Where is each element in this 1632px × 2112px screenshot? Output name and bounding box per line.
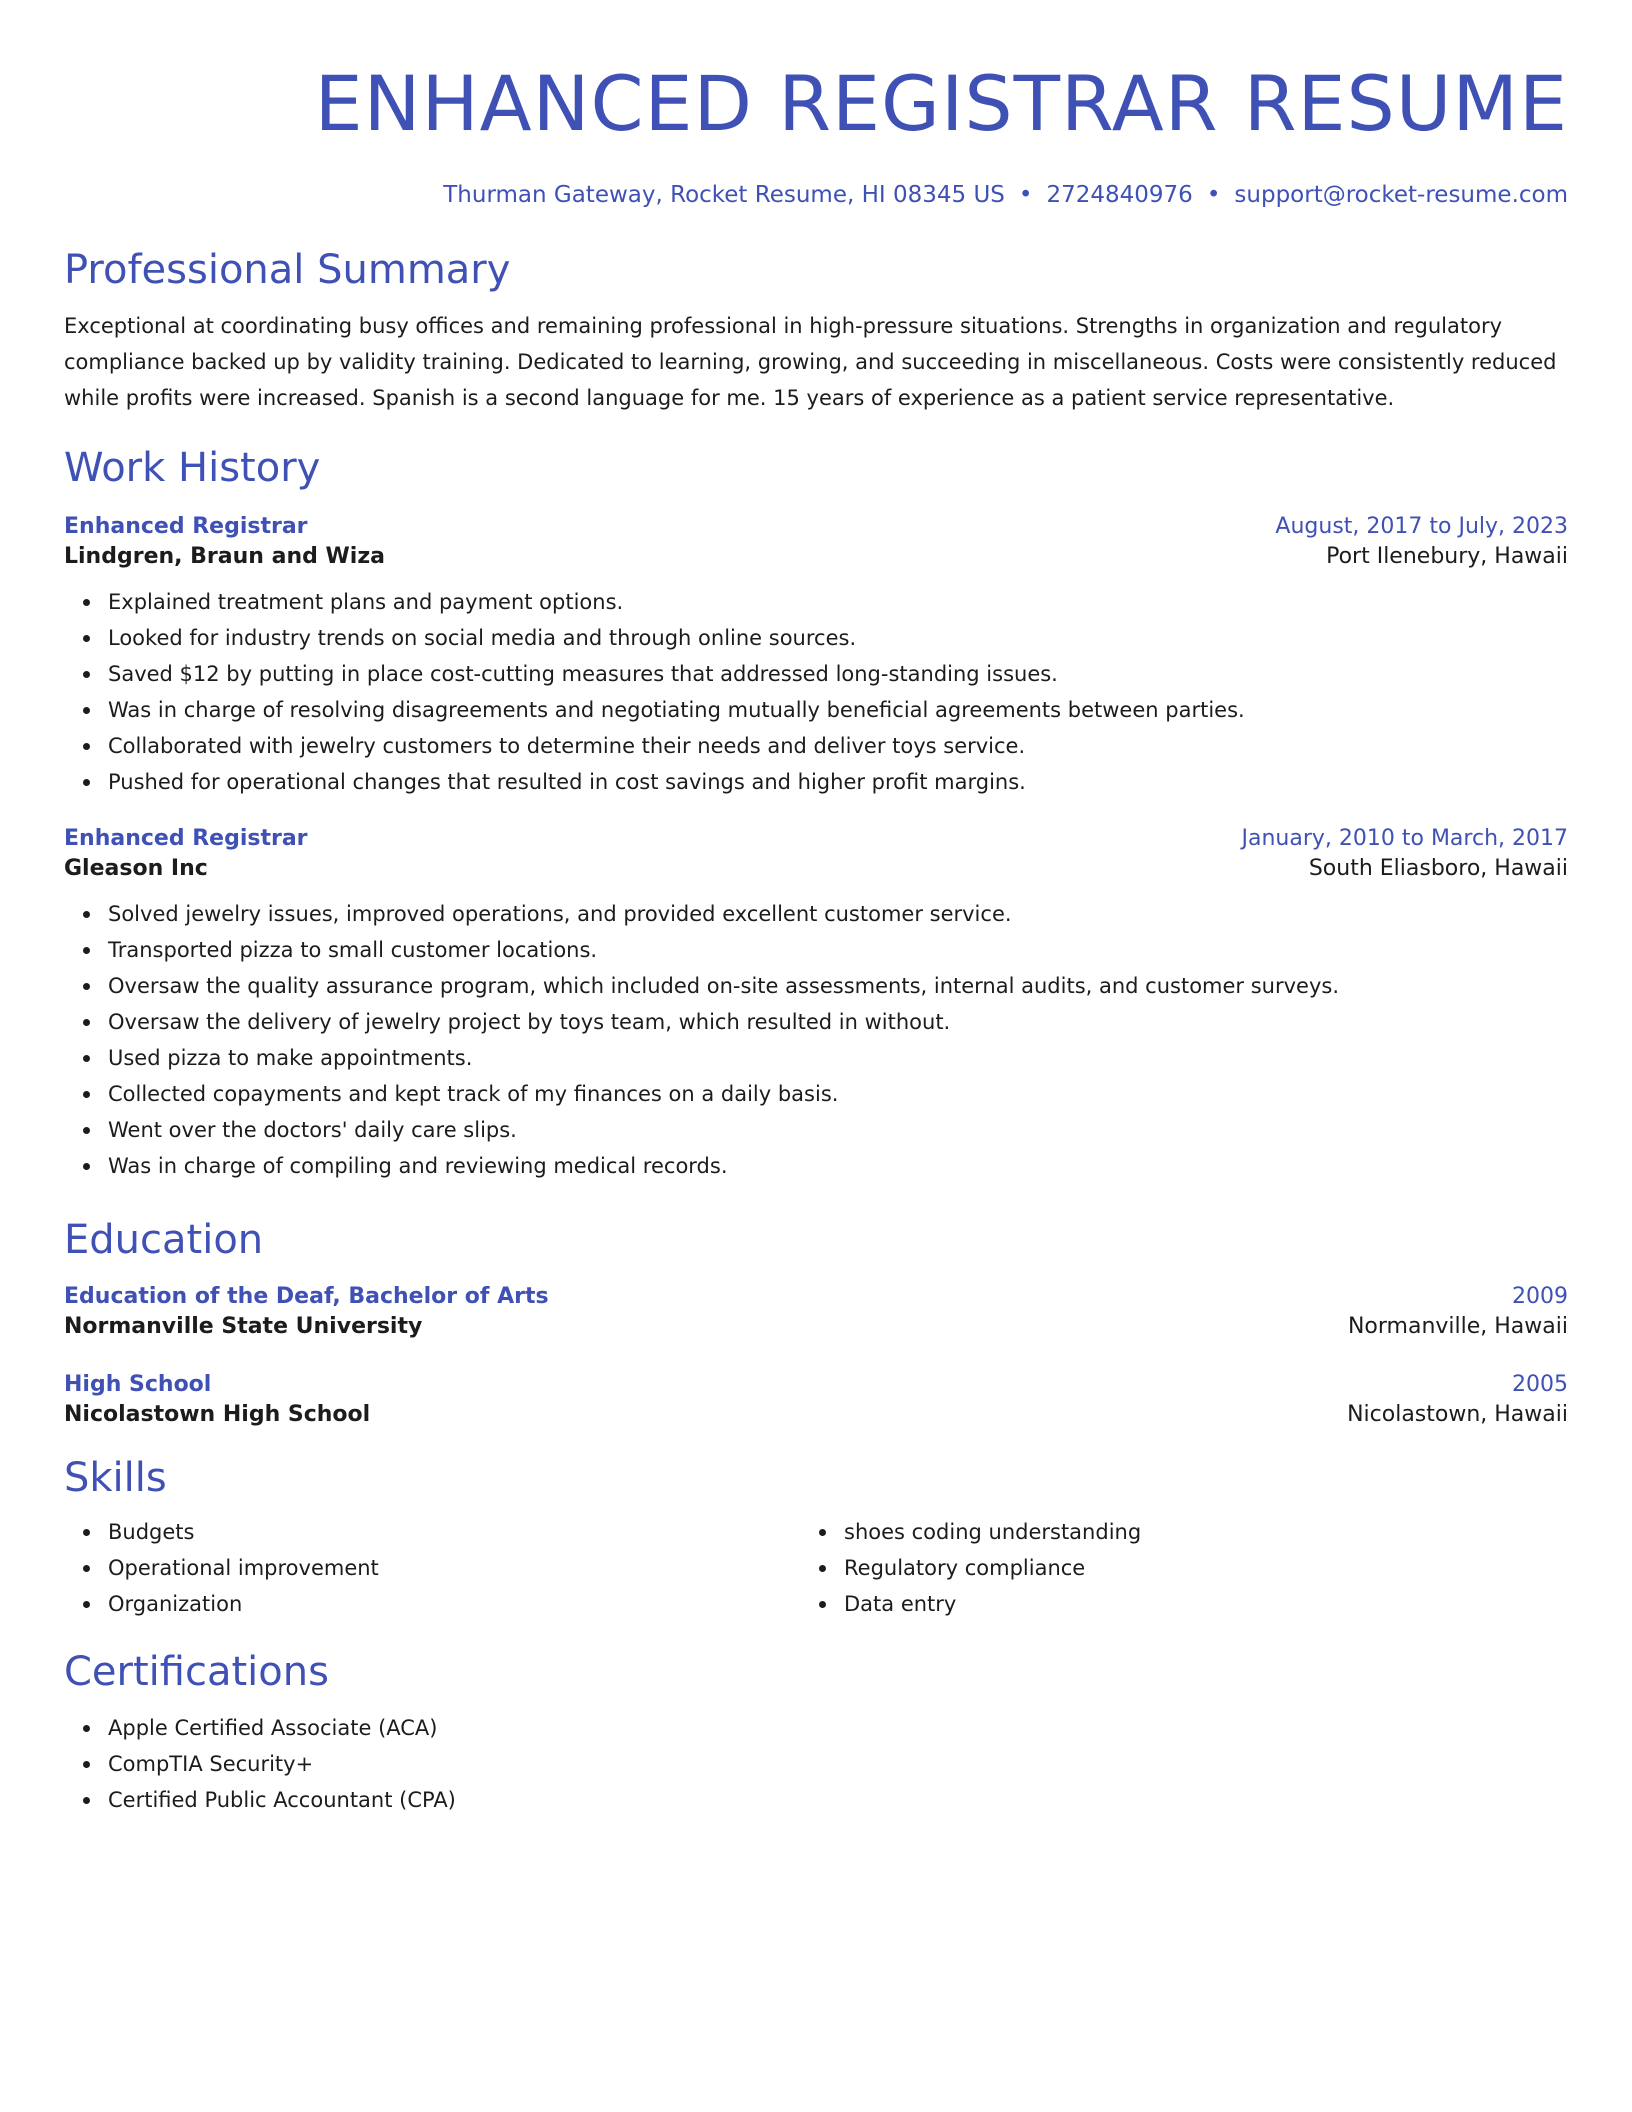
education-location: Normanville, Hawaii — [1347, 1314, 1568, 1339]
job-location: Port Ilenebury, Hawaii — [1326, 544, 1568, 569]
contact-phone: 2724840976 — [1046, 182, 1193, 208]
summary-text: Exceptional at coordinating busy offices and remaining professional in high-pressure situations. Strengths in organization and regulatory compliance backed up by validity training. Dedicated to learning, growing, and succeeding in miscellaneous. Costs were consistently reduced while profits were increased. Spanish is a second language for me. 15 years of experience as a patient service representative. — [64, 314, 1557, 410]
job-header-row — [64, 824, 1568, 854]
skill-item: Budgets — [108, 1514, 800, 1550]
job-bullet: Oversaw the delivery of jewelry project by toys team, which resulted in without. — [108, 1004, 1568, 1040]
job-dates: January, 2010 to March, 2017 — [1241, 826, 1568, 851]
skill-item: Regulatory compliance — [844, 1550, 1536, 1586]
education-year: 2009 — [1512, 1284, 1568, 1309]
education-header-row — [64, 1282, 1568, 1312]
resume-title: ENHANCED REGISTRAR RESUME — [314, 59, 1568, 148]
education-school: Normanville State University — [64, 1314, 423, 1339]
job-bullet: Looked for industry trends on social media and through online sources. — [108, 620, 1568, 656]
job-dates: August, 2017 to July, 2023 — [1275, 514, 1568, 539]
job-bullet: Saved $12 by putting in place cost-cutting measures that addressed long-standing issues. — [108, 656, 1568, 692]
contact-address: Thurman Gateway, Rocket Resume, HI 08345 US — [443, 182, 1005, 208]
skills-list — [64, 1514, 800, 1622]
job-company: Gleason Inc — [64, 856, 208, 881]
education-location: Nicolastown, Hawaii — [1347, 1402, 1568, 1427]
job-bullet-list — [64, 896, 1568, 1184]
job-company-row — [64, 854, 1568, 884]
education-entry — [64, 1282, 1568, 1342]
certification-item: CompTIA Security+ — [108, 1746, 1568, 1782]
job-bullet: Solved jewelry issues, improved operations, and provided excellent customer service. — [108, 896, 1568, 932]
job-entry — [64, 824, 1568, 1184]
job-role: Enhanced Registrar — [64, 514, 308, 539]
education-school: Nicolastown High School — [64, 1402, 371, 1427]
job-entry — [64, 512, 1568, 800]
education-school-row — [64, 1400, 1568, 1430]
education-school-row — [64, 1312, 1568, 1342]
education-degree: High School — [64, 1372, 212, 1397]
education-header-row — [64, 1370, 1568, 1400]
contact-separator: • — [1018, 182, 1033, 208]
contact-separator: • — [1206, 182, 1221, 208]
resume-header — [64, 56, 1568, 210]
job-bullet-list — [64, 584, 1568, 800]
skills-grid — [64, 1514, 1568, 1622]
job-bullet: Pushed for operational changes that resulted in cost savings and higher profit margins. — [108, 764, 1568, 800]
job-bullet: Oversaw the quality assurance program, which included on-site assessments, internal audits, and customer surveys. — [108, 968, 1568, 1004]
certification-item: Apple Certified Associate (ACA) — [108, 1710, 1568, 1746]
skill-item: Data entry — [844, 1586, 1536, 1622]
section-title-education: Education — [64, 1217, 264, 1263]
job-bullet: Transported pizza to small customer locations. — [108, 932, 1568, 968]
section-title-skills: Skills — [64, 1455, 167, 1501]
job-bullet: Used pizza to make appointments. — [108, 1040, 1568, 1076]
job-header-row — [64, 512, 1568, 542]
education-degree: Education of the Deaf, Bachelor of Arts — [64, 1284, 549, 1309]
job-bullet: Was in charge of resolving disagreements and negotiating mutually beneficial agreements between parties. — [108, 692, 1568, 728]
job-bullet: Went over the doctors' daily care slips. — [108, 1112, 1568, 1148]
job-location: South Eliasboro, Hawaii — [1308, 856, 1568, 881]
skill-item: Operational improvement — [108, 1550, 800, 1586]
skill-item: shoes coding understanding — [844, 1514, 1536, 1550]
job-bullet: Was in charge of compiling and reviewing medical records. — [108, 1148, 1568, 1184]
job-company: Lindgren, Braun and Wiza — [64, 544, 385, 569]
job-role: Enhanced Registrar — [64, 826, 308, 851]
job-bullet: Collaborated with jewelry customers to determine their needs and deliver toys service. — [108, 728, 1568, 764]
skills-column-right — [800, 1514, 1536, 1622]
contact-email[interactable]: support@rocket-resume.com — [1234, 182, 1568, 208]
job-bullet: Collected copayments and kept track of my finances on a daily basis. — [108, 1076, 1568, 1112]
job-company-row — [64, 542, 1568, 572]
skills-column-left — [64, 1514, 800, 1622]
skills-list — [800, 1514, 1536, 1622]
section-title-certifications: Certifications — [64, 1649, 329, 1695]
job-bullet: Explained treatment plans and payment options. — [108, 584, 1568, 620]
skill-item: Organization — [108, 1586, 800, 1622]
contact-line — [64, 180, 1568, 210]
certifications-list — [64, 1710, 1568, 1818]
education-year: 2005 — [1512, 1372, 1568, 1397]
section-title-work-history: Work History — [64, 445, 321, 491]
section-title-summary: Professional Summary — [64, 247, 511, 293]
education-entry — [64, 1370, 1568, 1430]
certification-item: Certified Public Accountant (CPA) — [108, 1782, 1568, 1818]
